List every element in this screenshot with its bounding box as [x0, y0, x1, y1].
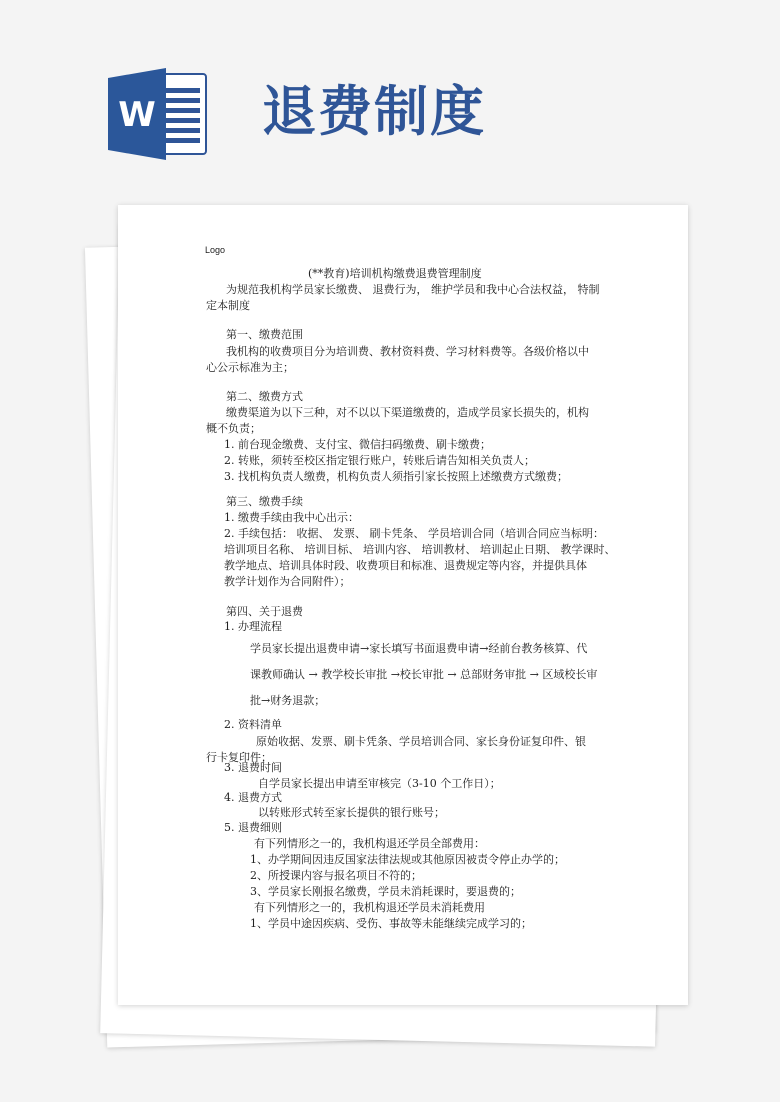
- banner-title: 退费制度: [262, 80, 486, 143]
- document-page: [118, 205, 688, 1005]
- intro-line: 定本制度: [206, 299, 250, 312]
- section-title: 第一、缴费范围: [226, 328, 303, 341]
- sub-heading: 2. 资料清单: [224, 718, 282, 731]
- section-title: 第三、缴费手续: [226, 495, 303, 508]
- body-line: 有下列情形之一的，我机构退还学员未消耗费用: [254, 901, 485, 914]
- body-line: 概不负责；: [206, 422, 261, 435]
- svg-text:W: W: [118, 95, 156, 135]
- section-title: 第二、缴费方式: [226, 390, 303, 403]
- flow-line: 学员家长提出退费申请→家长填写书面退费申请→经前台教务核算、代: [250, 642, 588, 655]
- doc-heading: (**教育)培训机构缴费退费管理制度: [308, 267, 482, 280]
- list-item: 3. 找机构负责人缴费，机构负责人须指引家长按照上述缴费方式缴费；: [224, 470, 568, 483]
- intro-line: 为规范我机构学员家长缴费、 退费行为， 维护学员和我中心合法权益， 特制: [226, 283, 600, 296]
- sub-heading: 3. 退费时间: [224, 761, 282, 774]
- sub-heading: 4. 退费方式: [224, 791, 282, 804]
- body-line: 缴费渠道为以下三种，对不以以下渠道缴费的，造成学员家长损失的，机构: [226, 406, 589, 419]
- doc-logo: Logo: [205, 245, 226, 255]
- list-item: 2. 转账，须转至校区指定银行账户，转账后请告知相关负责人；: [224, 454, 535, 467]
- flow-line: 批→财务退款；: [250, 694, 326, 707]
- list-item: 1、学员中途因疾病、受伤、事故等未能继续完成学习的；: [250, 917, 532, 930]
- section-title: 第四、关于退费: [226, 605, 303, 618]
- body-line: 教学计划作为合同附件）；: [224, 575, 351, 588]
- list-item: 1. 缴费手续由我中心出示：: [224, 511, 359, 524]
- list-item: 1. 前台现金缴费、支付宝、微信扫码缴费、刷卡缴费；: [224, 438, 491, 451]
- body-line: 有下列情形之一的，我机构退还学员全部费用：: [254, 837, 485, 850]
- list-item: 2. 手续包括： 收据、 发票、 刷卡凭条、 学员培训合同（培训合同应当标明：: [224, 527, 604, 540]
- list-item: 1、办学期间因违反国家法律法规或其他原因被责令停止办学的；: [250, 853, 565, 866]
- body-line: 以转账形式转至家长提供的银行账号；: [258, 806, 445, 819]
- body-line: 培训项目名称、 培训目标、 培训内容、 培训教材、 培训起止日期、 教学课时、: [224, 543, 616, 556]
- sub-heading: 1. 办理流程: [224, 620, 282, 633]
- word-document-icon: [108, 68, 210, 160]
- body-line: 心公示标准为主；: [206, 361, 294, 374]
- flow-line: 课教师确认 → 教学校长审批 →校长审批 → 总部财务审批 → 区域校长审: [250, 668, 598, 681]
- sub-heading: 5. 退费细则: [224, 821, 282, 834]
- body-line: 自学员家长提出申请至审核完（3-10 个工作日）；: [258, 777, 501, 790]
- body-line: 我机构的收费项目分为培训费、教材资料费、学习材料费等。各级价格以中: [226, 345, 589, 358]
- body-line: 原始收据、发票、刷卡凭条、学员培训合同、家长身份证复印件、银: [256, 735, 586, 748]
- list-item: 3、学员家长刚报名缴费，学员未消耗课时，要退费的；: [250, 885, 521, 898]
- body-line: 行卡复印件；: [206, 751, 272, 764]
- body-line: 教学地点、培训具体时段、收费项目和标准、退费规定等内容，并提供具体: [224, 559, 587, 572]
- list-item: 2、所授课内容与报名项目不符的；: [250, 869, 422, 882]
